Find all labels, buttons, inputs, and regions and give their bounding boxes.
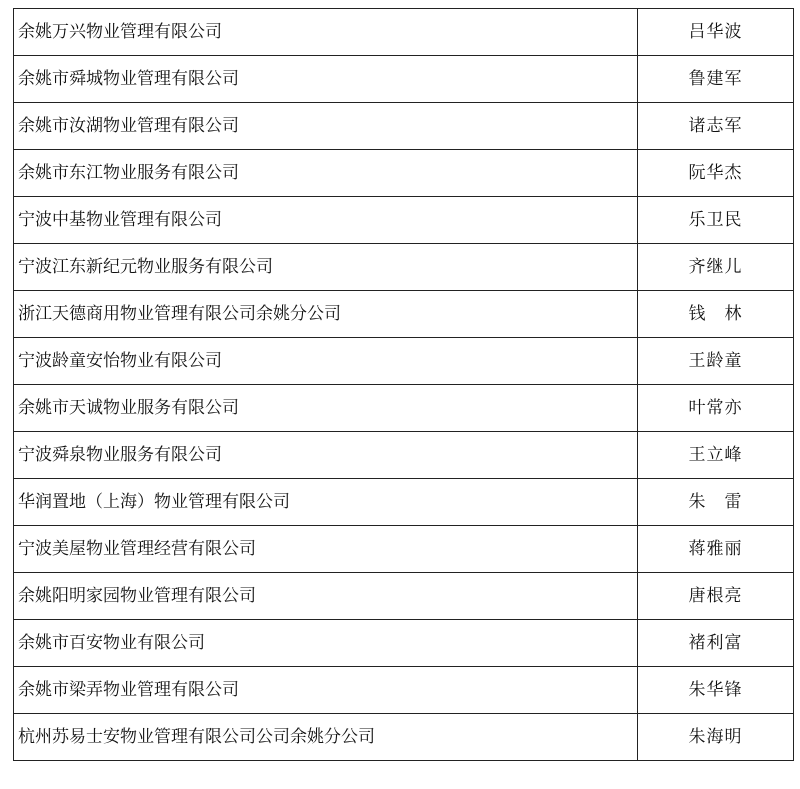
table-row <box>14 479 794 526</box>
company-name-cell: 余姚万兴物业管理有限公司 <box>14 9 638 56</box>
company-name-cell: 余姚市汝湖物业管理有限公司 <box>14 103 638 150</box>
person-name-cell: 王龄童 <box>638 338 794 385</box>
table-row <box>14 338 794 385</box>
person-name-cell: 齐继儿 <box>638 244 794 291</box>
table-row <box>14 620 794 667</box>
person-name-cell: 蒋雅丽 <box>638 526 794 573</box>
person-name-cell: 阮华杰 <box>638 150 794 197</box>
table-row <box>14 291 794 338</box>
table-row <box>14 526 794 573</box>
company-name-cell: 宁波美屋物业管理经营有限公司 <box>14 526 638 573</box>
table-row <box>14 150 794 197</box>
person-name-cell: 钱 林 <box>638 291 794 338</box>
company-name-cell: 宁波江东新纪元物业服务有限公司 <box>14 244 638 291</box>
company-name-cell: 余姚市梁弄物业管理有限公司 <box>14 667 638 714</box>
table-row <box>14 197 794 244</box>
company-name-cell: 余姚市天诚物业服务有限公司 <box>14 385 638 432</box>
company-name-cell: 余姚市东江物业服务有限公司 <box>14 150 638 197</box>
table-row <box>14 103 794 150</box>
person-name-cell: 唐根亮 <box>638 573 794 620</box>
company-name-cell: 华润置地（上海）物业管理有限公司 <box>14 479 638 526</box>
person-name-cell: 吕华波 <box>638 9 794 56</box>
company-name-cell: 余姚市百安物业有限公司 <box>14 620 638 667</box>
person-name-cell: 褚利富 <box>638 620 794 667</box>
person-name-cell: 叶常亦 <box>638 385 794 432</box>
person-name-cell: 乐卫民 <box>638 197 794 244</box>
table-row <box>14 56 794 103</box>
company-name-cell: 杭州苏易士安物业管理有限公司公司余姚分公司 <box>14 714 638 761</box>
company-name-cell: 宁波龄童安怡物业有限公司 <box>14 338 638 385</box>
person-name-cell: 鲁建军 <box>638 56 794 103</box>
company-name-cell: 余姚市舜城物业管理有限公司 <box>14 56 638 103</box>
table-row <box>14 573 794 620</box>
table-row <box>14 432 794 479</box>
table-row <box>14 667 794 714</box>
table-row <box>14 385 794 432</box>
person-name-cell: 诸志军 <box>638 103 794 150</box>
table-row <box>14 244 794 291</box>
table-row <box>14 9 794 56</box>
company-name-cell: 宁波中基物业管理有限公司 <box>14 197 638 244</box>
company-name-cell: 浙江天德商用物业管理有限公司余姚分公司 <box>14 291 638 338</box>
person-name-cell: 王立峰 <box>638 432 794 479</box>
table-row <box>14 714 794 761</box>
company-name-cell: 余姚阳明家园物业管理有限公司 <box>14 573 638 620</box>
person-name-cell: 朱海明 <box>638 714 794 761</box>
company-table <box>13 8 794 761</box>
company-name-cell: 宁波舜泉物业服务有限公司 <box>14 432 638 479</box>
person-name-cell: 朱 雷 <box>638 479 794 526</box>
person-name-cell: 朱华锋 <box>638 667 794 714</box>
